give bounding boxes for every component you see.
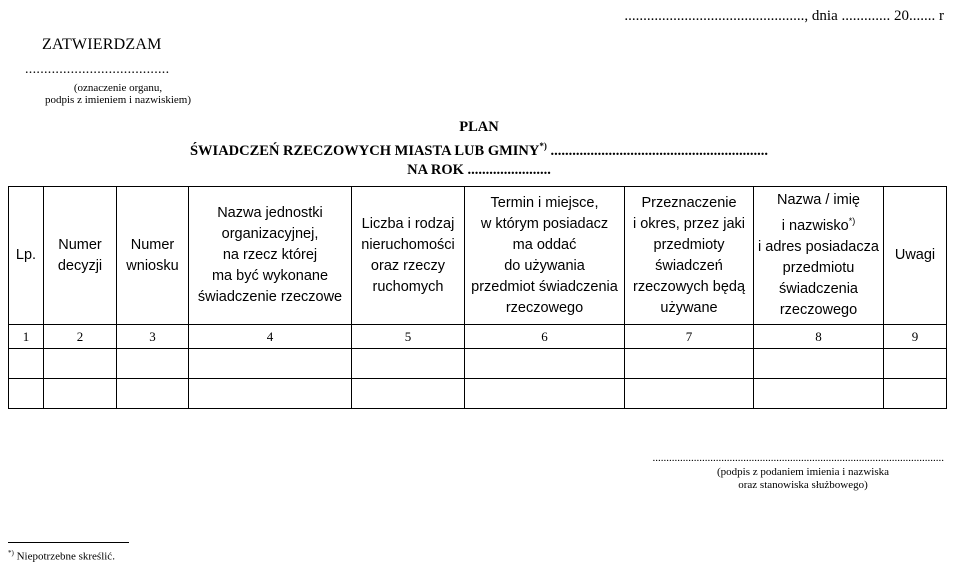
- title-line-2-dots: ............................................................: [546, 142, 768, 159]
- header-decision-number: Numer decyzji: [44, 187, 117, 325]
- table-cell[interactable]: [352, 349, 465, 379]
- table-cell[interactable]: [754, 349, 884, 379]
- column-number: 6: [465, 325, 625, 349]
- table-cell[interactable]: [884, 349, 947, 379]
- table-cell[interactable]: [117, 379, 189, 409]
- header-term-place: Termin i miejsce, w którym posiadacz ma oddać do używania przedmiot świadczenia rzeczowego: [465, 187, 625, 325]
- title-line-3: NA ROK .......................: [407, 161, 551, 178]
- approval-signature-dots: ......................................: [25, 62, 170, 77]
- table-cell[interactable]: [884, 379, 947, 409]
- header-purpose-period: Przeznaczenie i okres, przez jaki przedmioty świadczeń rzeczowych będą używane: [625, 187, 754, 325]
- column-number: 9: [884, 325, 947, 349]
- header-remarks: Uwagi: [884, 187, 947, 325]
- table-cell[interactable]: [117, 349, 189, 379]
- date-line: ................................................, dnia ............. 20....... r: [624, 8, 944, 24]
- title-line-2: [0, 137, 958, 161]
- column-number: 4: [189, 325, 352, 349]
- header-unit-name: Nazwa jednostki organizacyjnej, na rzecz której ma być wykonane świadczenie rzeczowe: [189, 187, 352, 325]
- footnote-divider: [8, 542, 129, 543]
- table-cell[interactable]: [9, 349, 44, 379]
- table-cell[interactable]: [625, 379, 754, 409]
- plan-table: [8, 186, 947, 409]
- table-cell[interactable]: [44, 379, 117, 409]
- table-cell[interactable]: [9, 379, 44, 409]
- header-owner-name: [754, 187, 884, 325]
- column-number: 8: [754, 325, 884, 349]
- table-row: [9, 349, 947, 379]
- column-number: 7: [625, 325, 754, 349]
- table-cell[interactable]: [465, 379, 625, 409]
- footnote-text: Niepotrzebne skreślić.: [13, 550, 115, 563]
- footnote-mark: *): [8, 549, 14, 557]
- table-cell[interactable]: [189, 349, 352, 379]
- table-cell[interactable]: [465, 349, 625, 379]
- table-cell[interactable]: [189, 379, 352, 409]
- header-owner-name-part-b: i adres posiadacza przedmiotu świadczenia rzeczowego: [758, 238, 879, 318]
- organ-caption-line-2: podpis z imieniem i nazwiskiem): [44, 94, 192, 106]
- header-owner-name-part-a: Nazwa / imię i nazwisko: [777, 192, 860, 234]
- title-footnote-mark: *): [539, 141, 547, 151]
- table-cell[interactable]: [625, 349, 754, 379]
- header-lp: Lp.: [9, 187, 44, 325]
- table-row: [9, 379, 947, 409]
- organ-caption-line-1: (oznaczenie organu,: [73, 82, 163, 94]
- table-cell[interactable]: [352, 379, 465, 409]
- official-signature-caption: [690, 466, 916, 492]
- header-request-number: Numer wniosku: [117, 187, 189, 325]
- title-line-1: PLAN: [459, 119, 499, 135]
- header-owner-footnote-mark: *): [848, 216, 856, 227]
- organ-caption: [25, 82, 211, 106]
- column-number: 2: [44, 325, 117, 349]
- title-line-2-text: ŚWIADCZEŃ RZECZOWYCH MIASTA LUB GMINY: [189, 142, 540, 159]
- header-property-count: Liczba i rodzaj nieruchomości oraz rzeczy ruchomych: [352, 187, 465, 325]
- document-title: [0, 118, 958, 180]
- table-header-row: [9, 187, 947, 325]
- footnote: [8, 549, 115, 563]
- official-signature-dots: ..........................................................................................................: [652, 452, 944, 464]
- signature-caption-line-1: (podpis z podaniem imienia i nazwiska: [717, 466, 889, 478]
- signature-caption-line-2: oraz stanowiska służbowego): [738, 479, 868, 491]
- column-number: 3: [117, 325, 189, 349]
- column-number: 1: [9, 325, 44, 349]
- column-number: 5: [352, 325, 465, 349]
- table-cell[interactable]: [754, 379, 884, 409]
- approval-label: ZATWIERDZAM: [42, 36, 162, 53]
- column-number-row: [9, 325, 947, 349]
- table-cell[interactable]: [44, 349, 117, 379]
